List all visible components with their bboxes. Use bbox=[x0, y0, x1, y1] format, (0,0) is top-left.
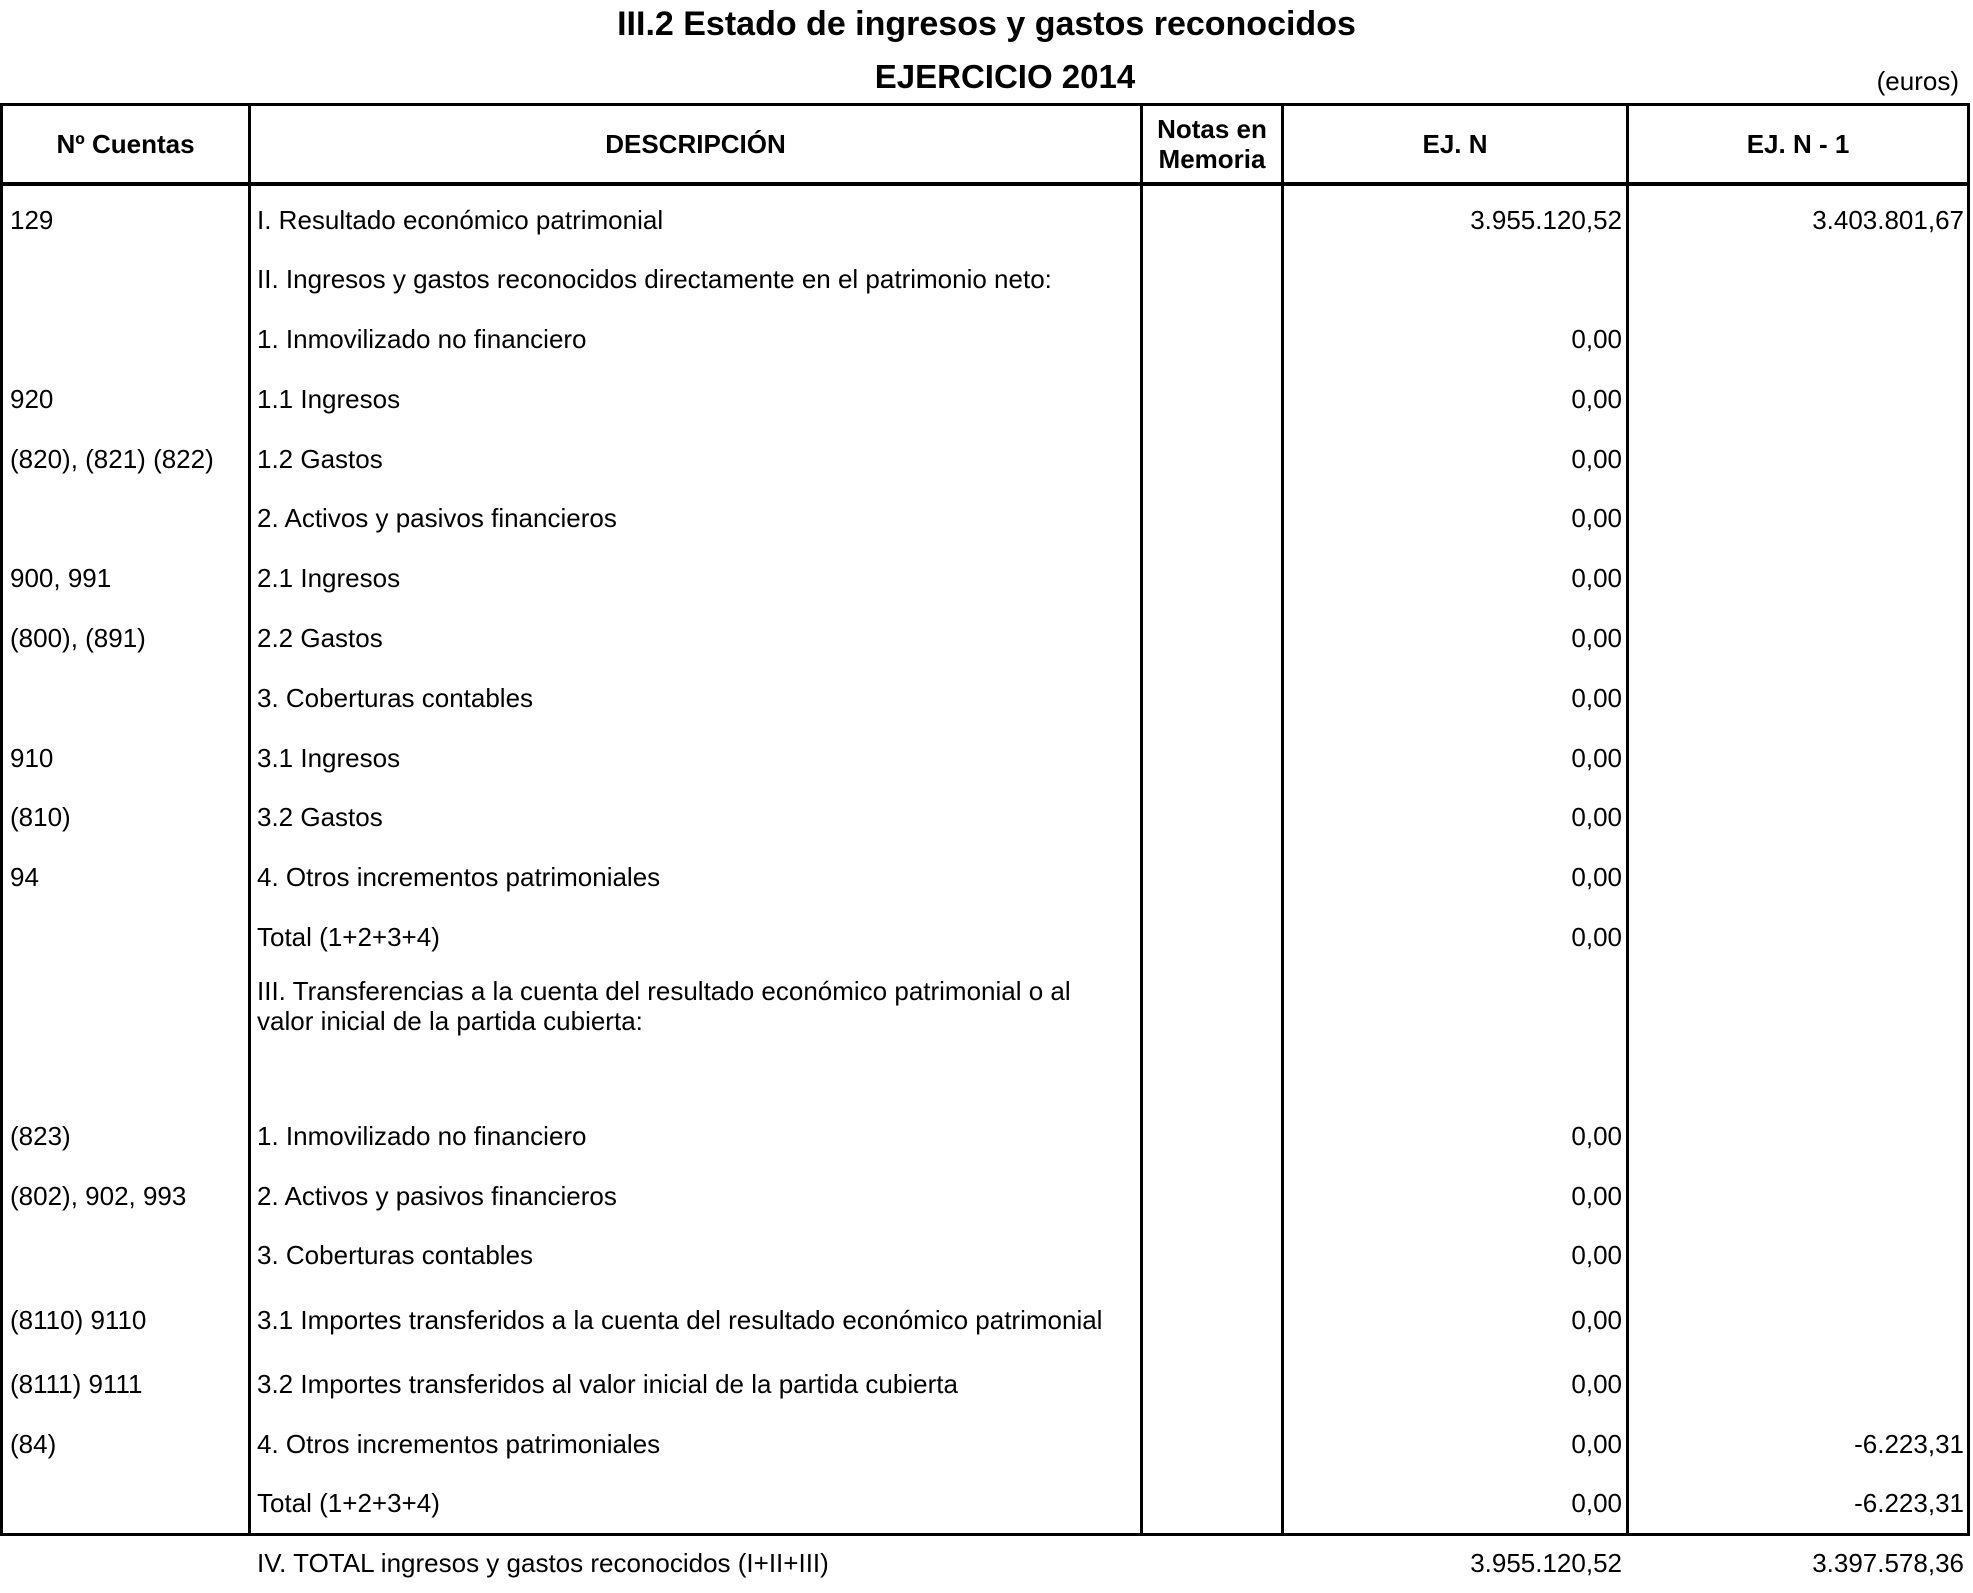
header-descripcion: DESCRIPCIÓN bbox=[605, 129, 786, 159]
cell-ej-n-1 bbox=[1633, 668, 1964, 728]
cell-descripcion: Total (1+2+3+4) bbox=[257, 1488, 440, 1518]
cell-descripcion: III. Transferencias a la cuenta del resultado económico patrimonial o al valor inicial de la partida cubierta: bbox=[257, 976, 1071, 1036]
cell-cuentas: 920 bbox=[10, 384, 54, 414]
cell-descripcion: 4. Otros incrementos patrimoniales bbox=[257, 862, 661, 892]
table-row bbox=[3, 1282, 1967, 1358]
cell-cuentas: (823) bbox=[10, 1121, 71, 1151]
page-title: III.2 Estado de ingresos y gastos reconocidos bbox=[617, 5, 1356, 43]
cell-descripcion: 4. Otros incrementos patrimoniales bbox=[257, 1429, 661, 1459]
cell-ej-n-1: 3.403.801,67 bbox=[1812, 205, 1964, 235]
cell-ej-n-1 bbox=[1633, 1166, 1964, 1226]
cell-ej-n: 0,00 bbox=[1571, 324, 1622, 354]
table-row bbox=[3, 1106, 1967, 1166]
cell-cuentas: (800), (891) bbox=[10, 623, 146, 653]
cell-descripcion: 2. Activos y pasivos financieros bbox=[257, 1181, 617, 1211]
cell-cuentas: (820), (821) (822) bbox=[10, 444, 214, 474]
cell-cuentas: (810) bbox=[10, 802, 71, 832]
cell-descripcion: 2.1 Ingresos bbox=[257, 563, 401, 593]
cell-ej-n: 0,00 bbox=[1571, 444, 1622, 474]
table-row bbox=[3, 429, 1967, 489]
cell-cuentas bbox=[10, 1225, 250, 1285]
cell-ej-n: 0,00 bbox=[1571, 1240, 1622, 1270]
cell-ej-n-1: 3.397.578,36 bbox=[1812, 1548, 1964, 1578]
cell-ej-n-1 bbox=[1633, 548, 1964, 608]
cell-descripcion: 3.1 Ingresos bbox=[257, 743, 401, 773]
cell-ej-n-1 bbox=[1633, 1106, 1964, 1166]
cell-cuentas: (84) bbox=[10, 1429, 57, 1459]
currency-units: (euros) bbox=[1876, 66, 1959, 96]
cell-ej-n: 0,00 bbox=[1571, 1369, 1622, 1399]
cell-ej-n-1 bbox=[1633, 1282, 1964, 1358]
cell-cuentas: (8110) 9110 bbox=[10, 1305, 147, 1335]
income-expense-table bbox=[0, 103, 1970, 1578]
cell-cuentas: 94 bbox=[10, 862, 39, 892]
table-row bbox=[3, 728, 1967, 788]
table-row bbox=[3, 1225, 1967, 1285]
cell-ej-n bbox=[1288, 966, 1622, 1046]
table-row bbox=[3, 847, 1967, 907]
cell-ej-n: 0,00 bbox=[1571, 1305, 1622, 1335]
cell-ej-n: 3.955.120,52 bbox=[1470, 1548, 1622, 1578]
cell-descripcion: 1. Inmovilizado no financiero bbox=[257, 324, 587, 354]
cell-ej-n-1 bbox=[1633, 787, 1964, 847]
cell-ej-n-1 bbox=[1633, 488, 1964, 548]
cell-descripcion: 3. Coberturas contables bbox=[257, 683, 534, 713]
cell-ej-n-1 bbox=[1633, 309, 1964, 369]
cell-descripcion: 1.1 Ingresos bbox=[257, 384, 401, 414]
cell-descripcion: 2. Activos y pasivos financieros bbox=[257, 503, 617, 533]
cell-descripcion: 3. Coberturas contables bbox=[257, 1240, 534, 1270]
cell-cuentas bbox=[10, 1473, 250, 1533]
table-row bbox=[3, 249, 1967, 309]
table-row bbox=[3, 1414, 1967, 1474]
cell-ej-n bbox=[1288, 249, 1622, 309]
cell-ej-n-1 bbox=[1633, 369, 1964, 429]
header-cuentas: Nº Cuentas bbox=[56, 129, 195, 159]
cell-ej-n-1 bbox=[1633, 1354, 1964, 1414]
cell-ej-n: 0,00 bbox=[1571, 384, 1622, 414]
cell-cuentas: (8111) 9111 bbox=[10, 1369, 143, 1399]
cell-cuentas bbox=[10, 309, 250, 369]
cell-descripcion: II. Ingresos y gastos reconocidos directamente en el patrimonio neto: bbox=[257, 264, 1052, 294]
header-divider bbox=[3, 182, 1967, 186]
cell-ej-n: 0,00 bbox=[1571, 563, 1622, 593]
cell-cuentas: 129 bbox=[10, 205, 54, 235]
table-row bbox=[3, 488, 1967, 548]
table-row bbox=[3, 1533, 1967, 1593]
cell-cuentas bbox=[10, 668, 250, 728]
cell-descripcion: IV. TOTAL ingresos y gastos reconocidos (I+II+III) bbox=[257, 1548, 829, 1578]
cell-cuentas bbox=[10, 907, 250, 967]
cell-descripcion: 3.2 Gastos bbox=[257, 802, 383, 832]
cell-ej-n-1 bbox=[1633, 907, 1964, 967]
cell-ej-n: 0,00 bbox=[1571, 1121, 1622, 1151]
cell-ej-n: 0,00 bbox=[1571, 1488, 1622, 1518]
table-row bbox=[3, 1354, 1967, 1414]
cell-cuentas bbox=[10, 1533, 250, 1593]
cell-ej-n-1 bbox=[1633, 728, 1964, 788]
cell-ej-n: 0,00 bbox=[1571, 1429, 1622, 1459]
cell-descripcion: 1.2 Gastos bbox=[257, 444, 383, 474]
cell-ej-n-1 bbox=[1633, 249, 1964, 309]
cell-ej-n-1 bbox=[1633, 1225, 1964, 1285]
table-row bbox=[3, 787, 1967, 847]
cell-ej-n-1: -6.223,31 bbox=[1854, 1488, 1964, 1518]
header-ej-n: EJ. N bbox=[1422, 129, 1488, 159]
cell-cuentas bbox=[10, 488, 250, 548]
cell-ej-n: 0,00 bbox=[1571, 503, 1622, 533]
cell-ej-n-1 bbox=[1633, 847, 1964, 907]
cell-descripcion: Total (1+2+3+4) bbox=[257, 922, 440, 952]
cell-descripcion: 3.1 Importes transferidos a la cuenta del resultado económico patrimonial bbox=[257, 1305, 1103, 1335]
table-row bbox=[3, 608, 1967, 668]
cell-ej-n: 0,00 bbox=[1571, 683, 1622, 713]
cell-ej-n-1: -6.223,31 bbox=[1854, 1429, 1964, 1459]
cell-ej-n: 0,00 bbox=[1571, 1181, 1622, 1211]
table-row bbox=[3, 1166, 1967, 1226]
cell-cuentas: 910 bbox=[10, 743, 54, 773]
cell-ej-n: 0,00 bbox=[1571, 862, 1622, 892]
cell-ej-n: 0,00 bbox=[1571, 802, 1622, 832]
table-row bbox=[3, 369, 1967, 429]
cell-ej-n-1 bbox=[1633, 608, 1964, 668]
header-ej-n-1: EJ. N - 1 bbox=[1746, 129, 1850, 159]
table-row bbox=[3, 190, 1967, 250]
table-row bbox=[3, 548, 1967, 608]
table-row bbox=[3, 907, 1967, 967]
cell-cuentas bbox=[10, 249, 250, 309]
cell-ej-n-1 bbox=[1633, 429, 1964, 489]
table-row bbox=[3, 668, 1967, 728]
cell-cuentas: 900, 991 bbox=[10, 563, 112, 593]
cell-ej-n: 0,00 bbox=[1571, 922, 1622, 952]
cell-descripcion: 3.2 Importes transferidos al valor inicial de la partida cubierta bbox=[257, 1369, 958, 1399]
table-row bbox=[3, 1473, 1967, 1533]
cell-cuentas: (802), 902, 993 bbox=[10, 1181, 187, 1211]
cell-ej-n: 3.955.120,52 bbox=[1470, 205, 1622, 235]
cell-descripcion: 2.2 Gastos bbox=[257, 623, 383, 653]
fiscal-year-title: EJERCICIO 2014 bbox=[874, 58, 1136, 95]
header-notas-memoria: Notas en Memoria bbox=[1157, 114, 1267, 174]
cell-descripcion: I. Resultado económico patrimonial bbox=[257, 205, 664, 235]
cell-ej-n: 0,00 bbox=[1571, 743, 1622, 773]
table-row bbox=[3, 309, 1967, 369]
cell-descripcion: 1. Inmovilizado no financiero bbox=[257, 1121, 587, 1151]
cell-ej-n: 0,00 bbox=[1571, 623, 1622, 653]
cell-cuentas bbox=[10, 966, 250, 1046]
table-row bbox=[3, 966, 1967, 1046]
cell-ej-n-1 bbox=[1633, 966, 1964, 1046]
